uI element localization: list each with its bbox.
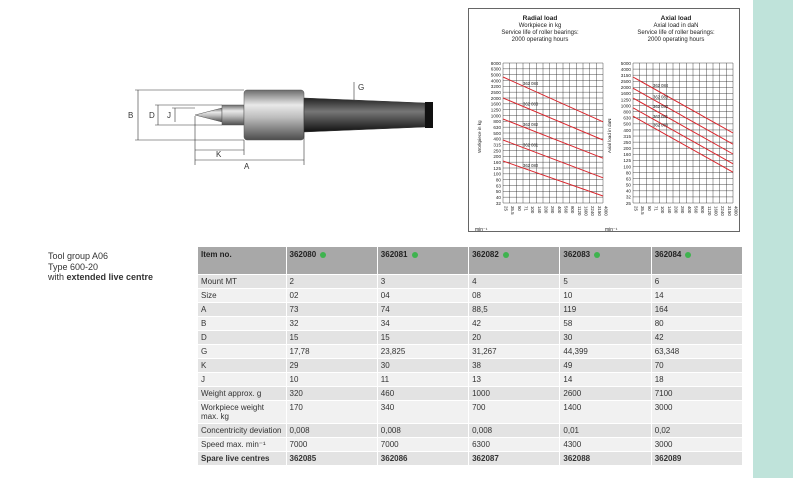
y-tick-label: 250 <box>493 148 501 154</box>
x-tick-label: 1600 <box>583 206 589 216</box>
spec-table <box>198 247 743 466</box>
x-tick-label: 1600 <box>713 206 719 216</box>
table-cell: 42 <box>469 316 560 330</box>
axial-chart-heading: Axial load Axial load in daN Service life of roller bearings: 2000 operating hours <box>637 15 715 43</box>
dim-k-label: K <box>216 150 222 159</box>
tool-variant: with extended live centre <box>48 272 154 282</box>
table-cell: 17,78 <box>286 344 377 358</box>
y-tick-label: 400 <box>493 136 501 142</box>
table-cell: 1000 <box>469 386 560 400</box>
y-tick-label: 400 <box>623 127 631 133</box>
curve-label: 362 082 <box>653 104 669 110</box>
x-tick-label: 140 <box>666 206 672 214</box>
table-cell: 6 <box>651 274 742 288</box>
x-tick-label: 2240 <box>590 206 596 216</box>
table-cell: 02 <box>286 288 377 302</box>
y-tick-label: 1600 <box>490 101 501 107</box>
load-curve <box>503 161 603 196</box>
load-curve <box>503 77 603 122</box>
y-tick-label: 315 <box>623 133 631 139</box>
y-tick-label: 100 <box>493 171 501 177</box>
table-cell: 15 <box>377 330 468 344</box>
table-cell: 08 <box>469 288 560 302</box>
table-row <box>198 372 743 386</box>
table-cell: 49 <box>560 358 651 372</box>
table-cell: 10 <box>286 372 377 386</box>
table-row <box>198 344 743 358</box>
side-accent-bar <box>753 0 793 478</box>
table-cell: 700 <box>469 400 560 423</box>
curve-label: 362 080 <box>523 163 539 168</box>
item-header: 362084 <box>651 247 742 274</box>
dim-g-label: G <box>358 83 365 92</box>
x-tick-label: 1120 <box>576 206 582 216</box>
table-cell: 164 <box>651 302 742 316</box>
x-tick-label: 140 <box>536 206 542 214</box>
x-tick-label: 1120 <box>706 206 712 216</box>
table-cell: 20 <box>469 330 560 344</box>
table-cell: 1400 <box>560 400 651 423</box>
table-cell: 73 <box>286 302 377 316</box>
row-label: J <box>198 372 286 386</box>
load-curve <box>503 119 603 158</box>
radial-load-chart <box>473 57 609 233</box>
availability-dot-icon <box>503 252 509 258</box>
dim-d-label: D <box>149 111 155 120</box>
table-cell: 0,02 <box>651 423 742 437</box>
y-tick-label: 32 <box>495 200 501 206</box>
table-cell: 2 <box>286 274 377 288</box>
y-tick-label: 80 <box>625 170 631 176</box>
availability-dot-icon <box>412 252 418 258</box>
table-cell: 30 <box>560 330 651 344</box>
dim-b-label: B <box>128 111 134 120</box>
table-cell: 340 <box>377 400 468 423</box>
table-cell: 10 <box>560 288 651 302</box>
table-cell: 0,01 <box>560 423 651 437</box>
x-tick-label: 4000 <box>603 206 609 216</box>
table-cell: 30 <box>377 358 468 372</box>
table-cell: 42 <box>651 330 742 344</box>
tool-type: Type 600-20 <box>48 261 99 272</box>
item-header: 362083 <box>560 247 651 274</box>
availability-dot-icon <box>320 252 326 258</box>
row-label: B <box>198 316 286 330</box>
x-unit-label: min⁻¹ <box>475 227 488 233</box>
x-tick-label: 35.5 <box>510 206 516 215</box>
table-cell: 14 <box>651 288 742 302</box>
table-cell: 7000 <box>286 437 377 451</box>
table-cell: 460 <box>377 386 468 400</box>
y-tick-label: 3150 <box>620 72 631 78</box>
table-cell: 34 <box>377 316 468 330</box>
table-cell: 3000 <box>651 437 742 451</box>
table-cell: 119 <box>560 302 651 316</box>
table-row <box>198 423 743 437</box>
table-row <box>198 451 743 465</box>
table-cell: 0,008 <box>377 423 468 437</box>
y-tick-label: 25 <box>625 200 631 206</box>
table-cell: 44,399 <box>560 344 651 358</box>
table-cell: 70 <box>651 358 742 372</box>
y-tick-label: 500 <box>493 130 501 136</box>
y-tick-label: 32 <box>625 194 631 200</box>
curve-label: 362 084 <box>653 83 669 89</box>
x-tick-label: 35.5 <box>640 206 646 215</box>
x-tick-label: 3150 <box>726 206 732 216</box>
curve-label: 362 083 <box>523 101 539 107</box>
y-tick-label: 630 <box>493 124 501 130</box>
x-tick-label: 280 <box>680 206 686 214</box>
x-tick-label: 25 <box>633 206 639 211</box>
table-row <box>198 386 743 400</box>
x-tick-label: 400 <box>556 206 562 214</box>
tool-group-label <box>48 251 153 283</box>
table-cell: 23,825 <box>377 344 468 358</box>
row-label: K <box>198 358 286 372</box>
y-tick-label: 630 <box>623 115 631 121</box>
y-tick-label: 125 <box>623 158 631 164</box>
table-row <box>198 358 743 372</box>
table-row <box>198 316 743 330</box>
item-header: 362082 <box>469 247 560 274</box>
y-tick-label: 4000 <box>620 66 631 72</box>
table-cell: 32 <box>286 316 377 330</box>
table-cell: 320 <box>286 386 377 400</box>
curve-label: 362 083 <box>653 94 669 100</box>
row-label: A <box>198 302 286 316</box>
dim-a-label: A <box>244 162 250 171</box>
x-tick-label: 560 <box>693 206 699 214</box>
table-cell: 0,008 <box>469 423 560 437</box>
table-cell: 3 <box>377 274 468 288</box>
x-tick-label: 280 <box>550 206 556 214</box>
item-header: 362081 <box>377 247 468 274</box>
table-cell: 362085 <box>286 451 377 465</box>
table-row <box>198 302 743 316</box>
y-axis-label: Workpiece in kg <box>477 120 482 153</box>
table-cell: 14 <box>560 372 651 386</box>
x-tick-label: 2240 <box>720 206 726 216</box>
x-tick-label: 200 <box>673 206 679 214</box>
table-cell: 0,008 <box>286 423 377 437</box>
y-tick-label: 160 <box>493 159 501 165</box>
x-tick-label: 71 <box>653 206 659 211</box>
y-tick-label: 200 <box>493 154 501 160</box>
curve-label: 362 080 <box>653 122 669 128</box>
table-cell: 362087 <box>469 451 560 465</box>
curve-label: 362 082 <box>523 121 539 127</box>
table-cell: 38 <box>469 358 560 372</box>
row-label: D <box>198 330 286 344</box>
table-cell: 4300 <box>560 437 651 451</box>
item-no-header: Item no. <box>198 247 286 274</box>
table-cell: 3000 <box>651 400 742 423</box>
y-tick-label: 2000 <box>490 95 501 101</box>
x-tick-label: 50 <box>516 206 522 211</box>
table-cell: 80 <box>651 316 742 330</box>
table-row <box>198 330 743 344</box>
x-tick-label: 25 <box>503 206 509 211</box>
table-row <box>198 274 743 288</box>
table-row <box>198 437 743 451</box>
table-cell: 2600 <box>560 386 651 400</box>
y-tick-label: 50 <box>625 182 631 188</box>
x-tick-label: 4000 <box>733 206 739 216</box>
y-tick-label: 8000 <box>490 60 501 66</box>
x-tick-label: 800 <box>700 206 706 214</box>
x-tick-label: 50 <box>646 206 652 211</box>
tool-group-name: Tool group A06 <box>48 251 109 261</box>
table-header-row <box>198 247 743 274</box>
y-tick-label: 1000 <box>620 103 631 109</box>
table-cell: 4 <box>469 274 560 288</box>
y-tick-label: 1600 <box>620 91 631 97</box>
y-tick-label: 5000 <box>490 72 501 78</box>
table-cell: 58 <box>560 316 651 330</box>
y-tick-label: 315 <box>493 142 501 148</box>
table-cell: 11 <box>377 372 468 386</box>
table-cell: 170 <box>286 400 377 423</box>
live-centre-drawing <box>130 80 460 180</box>
row-label: Weight approx. g <box>198 386 286 400</box>
row-label: Speed max. min⁻¹ <box>198 437 286 451</box>
y-tick-label: 63 <box>625 176 631 182</box>
row-label: Mount MT <box>198 274 286 288</box>
row-label: Workpiece weight max. kg <box>198 400 286 423</box>
y-tick-label: 1250 <box>620 97 631 103</box>
table-row <box>198 400 743 423</box>
load-curve <box>633 98 733 154</box>
y-tick-label: 160 <box>623 152 631 158</box>
dim-j-label: J <box>167 111 171 120</box>
table-cell: 362086 <box>377 451 468 465</box>
row-label: Size <box>198 288 286 302</box>
x-tick-label: 71 <box>523 206 529 211</box>
y-tick-label: 5000 <box>620 60 631 66</box>
row-label: Spare live centres <box>198 451 286 465</box>
y-tick-label: 4000 <box>490 78 501 84</box>
row-label: G <box>198 344 286 358</box>
y-tick-label: 1000 <box>490 113 501 119</box>
table-cell: 04 <box>377 288 468 302</box>
x-tick-label: 400 <box>686 206 692 214</box>
table-cell: 31,267 <box>469 344 560 358</box>
table-cell: 5 <box>560 274 651 288</box>
y-axis-label: Axial load in daN <box>607 118 612 153</box>
x-tick-label: 100 <box>530 206 536 214</box>
y-tick-label: 6300 <box>490 66 501 72</box>
x-tick-label: 800 <box>570 206 576 214</box>
y-tick-label: 800 <box>493 119 501 125</box>
x-unit-label: min⁻¹ <box>605 227 618 233</box>
y-tick-label: 40 <box>625 188 631 194</box>
load-curve <box>503 98 603 140</box>
x-tick-label: 560 <box>563 206 569 214</box>
x-tick-label: 3150 <box>596 206 602 216</box>
x-tick-label: 200 <box>543 206 549 214</box>
y-tick-label: 200 <box>623 146 631 152</box>
y-tick-label: 2500 <box>620 79 631 85</box>
radial-chart-heading: Radial load Workpiece in kg Service life of roller bearings: 2000 operating hours <box>501 15 579 43</box>
axial-load-chart <box>605 57 739 233</box>
y-tick-label: 250 <box>623 139 631 145</box>
table-cell: 7100 <box>651 386 742 400</box>
y-tick-label: 125 <box>493 165 501 171</box>
y-tick-label: 2000 <box>620 85 631 91</box>
table-cell: 362088 <box>560 451 651 465</box>
table-cell: 15 <box>286 330 377 344</box>
y-tick-label: 1250 <box>490 107 501 113</box>
y-tick-label: 800 <box>623 109 631 115</box>
item-header: 362080 <box>286 247 377 274</box>
table-cell: 29 <box>286 358 377 372</box>
table-cell: 74 <box>377 302 468 316</box>
table-cell: 7000 <box>377 437 468 451</box>
table-cell: 63,348 <box>651 344 742 358</box>
y-tick-label: 3200 <box>490 84 501 90</box>
y-tick-label: 100 <box>623 164 631 170</box>
availability-dot-icon <box>685 252 691 258</box>
y-tick-label: 40 <box>495 194 501 200</box>
load-curve <box>503 140 603 178</box>
y-tick-label: 50 <box>495 189 501 195</box>
table-cell: 6300 <box>469 437 560 451</box>
row-label: Concentricity deviation <box>198 423 286 437</box>
y-tick-label: 80 <box>495 177 501 183</box>
table-row <box>198 288 743 302</box>
curve-label: 362 084 <box>523 80 539 86</box>
table-cell: 13 <box>469 372 560 386</box>
table-cell: 362089 <box>651 451 742 465</box>
x-tick-label: 100 <box>660 206 666 214</box>
y-tick-label: 2500 <box>490 89 501 95</box>
y-tick-label: 500 <box>623 121 631 127</box>
table-cell: 88,5 <box>469 302 560 316</box>
load-charts-panel <box>468 8 740 232</box>
table-cell: 18 <box>651 372 742 386</box>
y-tick-label: 63 <box>495 183 501 189</box>
curve-label: 362 081 <box>653 114 669 119</box>
availability-dot-icon <box>594 252 600 258</box>
curve-label: 362 081 <box>523 142 539 148</box>
